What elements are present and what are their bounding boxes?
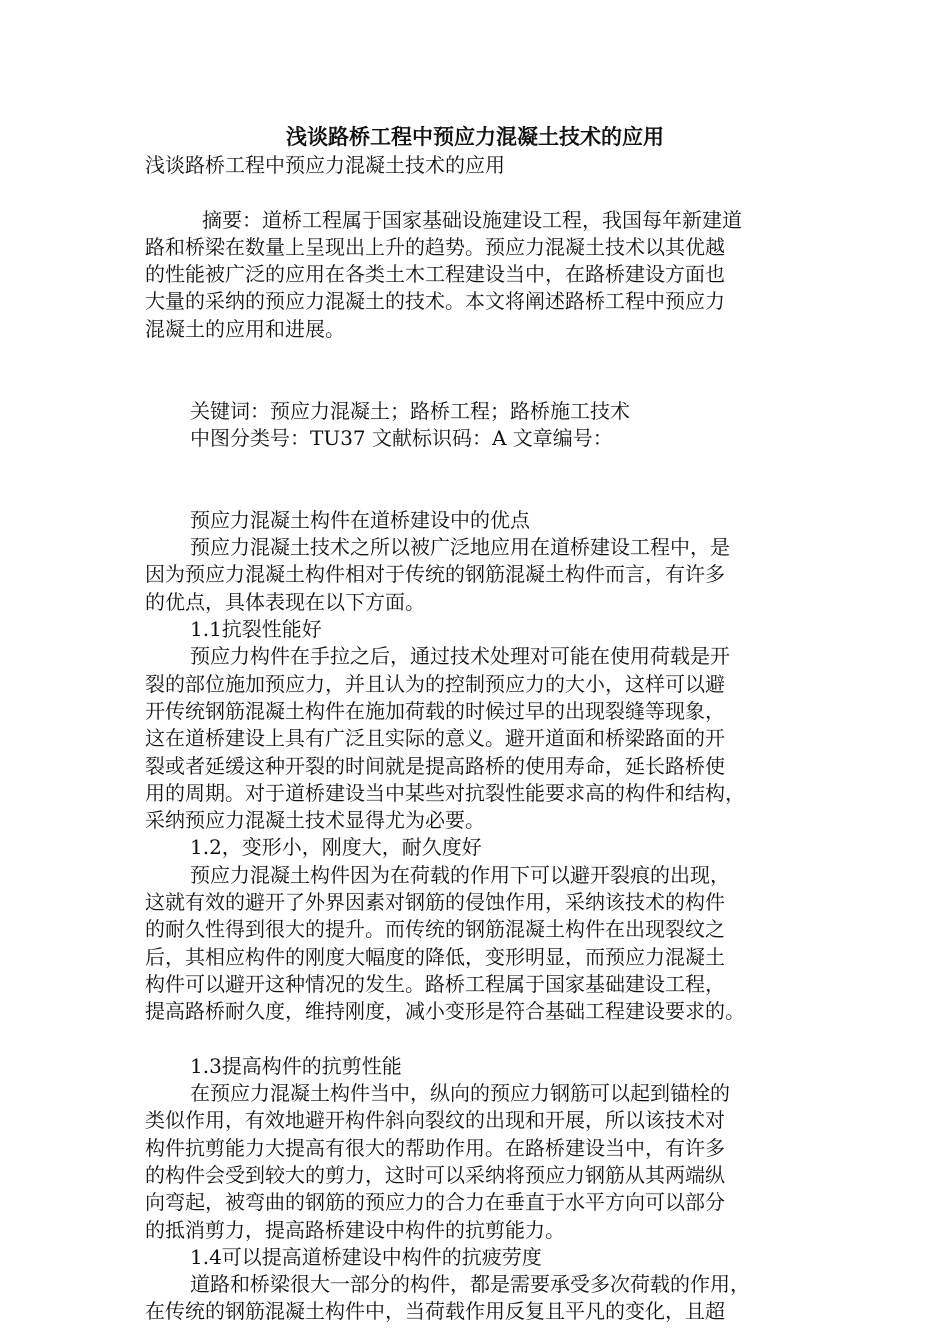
document-subtitle: 浅谈路桥工程中预应力混凝土技术的应用 — [145, 153, 505, 177]
intro-line: 预应力混凝土技术之所以被广泛地应用在道桥建设工程中，是 — [190, 535, 730, 560]
paragraph-line: 裂或者延缓这种开裂的时间就是提高路桥的使用寿命，延长路桥使 — [145, 753, 725, 778]
paragraph-line: 裂的部位施加预应力，并且认为的控制预应力的大小，这样可以避 — [145, 671, 725, 696]
subsection-heading-1-3: 1.3提高构件的抗剪性能 — [190, 1053, 402, 1078]
paragraph-line: 用的周期。对于道桥建设当中某些对抗裂性能要求高的构件和结构， — [145, 780, 745, 805]
paragraph-line: 预应力构件在手拉之后，通过技术处理对可能在使用荷载是开 — [190, 644, 730, 669]
blank-line — [145, 1026, 815, 1053]
subsection-heading-1-1: 1.1抗裂性能好 — [190, 617, 322, 642]
paragraph-line: 后，其相应构件的刚度大幅度的降低，变形明显，而预应力混凝土 — [145, 944, 725, 969]
abstract-line: 摘要：道桥工程属于国家基础设施建设工程，我国每年新建道 — [202, 207, 742, 232]
blank-line — [145, 370, 815, 397]
paragraph-line: 的构件会受到较大的剪力，这时可以采纳将预应力钢筋从其两端纵 — [145, 1162, 725, 1187]
abstract-line: 路和桥梁在数量上呈现出上升的趋势。预应力混凝土技术以其优越 — [145, 234, 725, 259]
abstract-line: 的性能被广泛的应用在各类土木工程建设当中，在路桥建设方面也 — [145, 262, 725, 287]
paragraph-line: 这在道桥建设上具有广泛且实际的意义。避开道面和桥梁路面的开 — [145, 726, 725, 751]
blank-line — [145, 343, 815, 370]
paragraph-line: 开传统钢筋混凝土构件在施加荷载的时候过早的出现裂缝等现象， — [145, 698, 725, 723]
subsection-heading-1-2: 1.2，变形小，刚度大，耐久度好 — [190, 835, 482, 860]
paragraph-line: 构件可以避开这种情况的发生。路桥工程属于国家基础建设工程， — [145, 971, 725, 996]
intro-line: 的优点，具体表现在以下方面。 — [145, 589, 425, 614]
paragraph-line: 在传统的钢筋混凝土构件中，当荷载作用反复且平凡的变化，且超 — [145, 1299, 725, 1324]
classification-line: 中图分类号：TU37 文献标识码：A 文章编号： — [190, 425, 613, 450]
keywords-line: 关键词：预应力混凝土；路桥工程；路桥施工技术 — [190, 398, 630, 423]
paragraph-line: 道路和桥梁很大一部分的构件，都是需要承受多次荷载的作用， — [190, 1272, 750, 1297]
section-heading: 预应力混凝土构件在道桥建设中的优点 — [190, 507, 530, 532]
blank-line — [145, 179, 815, 206]
intro-line: 因为预应力混凝土构件相对于传统的钢筋混凝土构件而言，有许多 — [145, 562, 725, 587]
document-body — [145, 152, 815, 1326]
paragraph-line: 提高路桥耐久度，维持刚度，减小变形是符合基础工程建设要求的。 — [145, 999, 745, 1024]
subsection-heading-1-4: 1.4可以提高道桥建设中构件的抗疲劳度 — [190, 1244, 542, 1269]
paragraph-line: 这就有效的避开了外界因素对钢筋的侵蚀作用，采纳该技术的构件 — [145, 890, 725, 915]
paragraph-line: 预应力混凝土构件因为在荷载的作用下可以避开裂痕的出现， — [190, 862, 730, 887]
abstract-line: 大量的采纳的预应力混凝土的技术。本文将阐述路桥工程中预应力 — [145, 289, 725, 314]
paragraph-line: 采纳预应力混凝土技术显得尤为必要。 — [145, 808, 485, 833]
paragraph-line: 向弯起，被弯曲的钢筋的预应力的合力在垂直于水平方向可以部分 — [145, 1190, 725, 1215]
abstract-line: 混凝土的应用和进展。 — [145, 316, 345, 341]
paragraph-line: 构件抗剪能力大提高有很大的帮助作用。在路桥建设当中，有许多 — [145, 1135, 725, 1160]
paragraph-line: 的抵消剪力，提高路桥建设中构件的抗剪能力。 — [145, 1217, 565, 1242]
blank-line — [145, 480, 815, 507]
document-title: 浅谈路桥工程中预应力混凝土技术的应用 — [286, 124, 664, 149]
blank-line — [145, 452, 815, 479]
paragraph-line: 的耐久性得到很大的提升。而传统的钢筋混凝土构件在出现裂纹之 — [145, 917, 725, 942]
paragraph-line: 在预应力混凝土构件当中，纵向的预应力钢筋可以起到锚栓的 — [190, 1081, 730, 1106]
paragraph-line: 类似作用，有效地避开构件斜向裂纹的出现和开展，所以该技术对 — [145, 1108, 725, 1133]
